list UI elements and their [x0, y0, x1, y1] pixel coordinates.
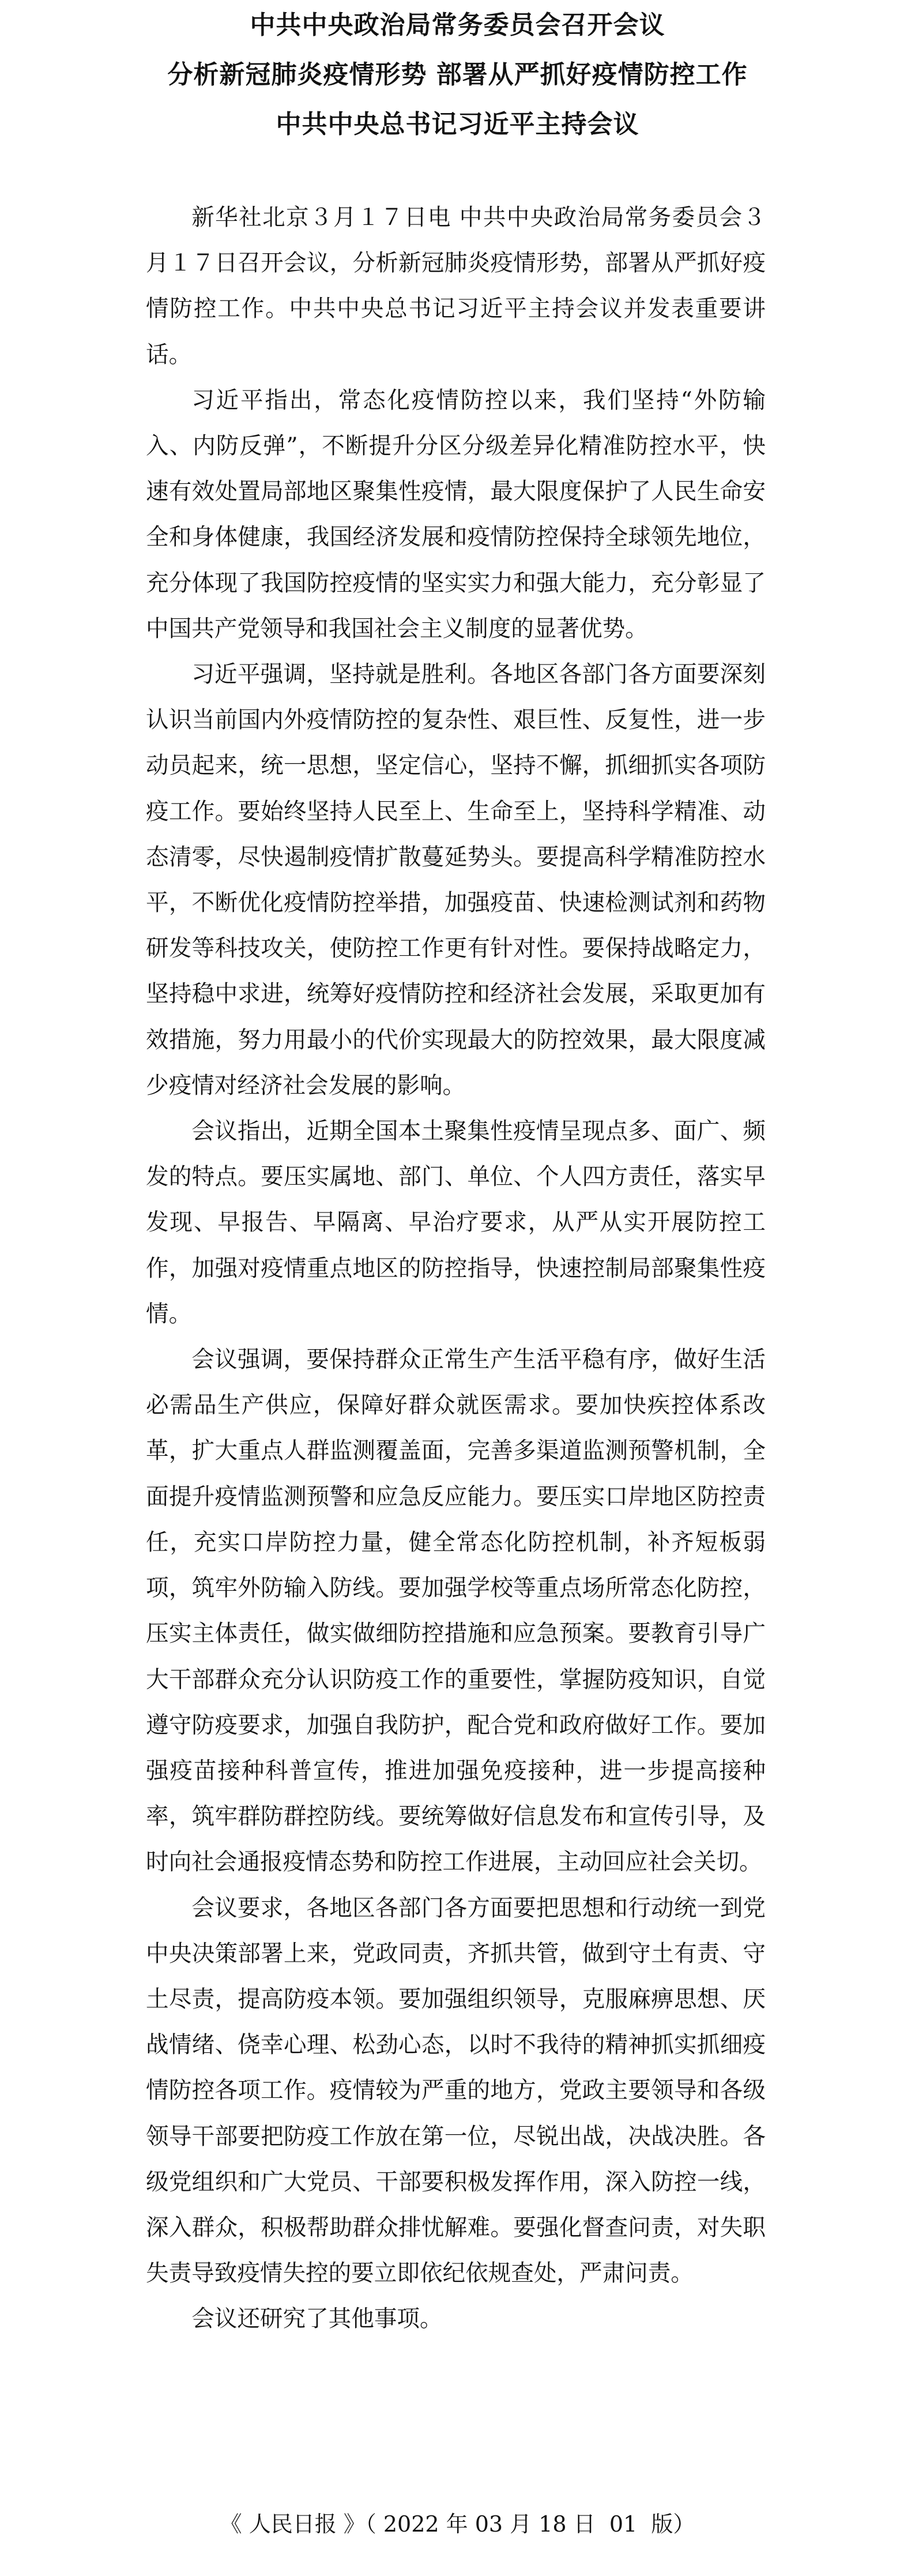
- paragraph-xi-stresses: 习近平强调，坚持就是胜利。各地区各部门各方面要深刻认识当前国内外疫情防控的复杂性、艰巨性、反复性，进一步动员起来，统一思想，坚定信心，坚持不懈，抓细抓实各项防疫工作。要始终坚持人民至上、生命至上，坚持科学精准、动态清零，尽快遏制疫情扩散蔓延势头。要提高科学精准防控水平，不断优化疫情防控举措，加强疫苗、快速检测试剂和药物研发等科技攻关，使防控工作更有针对性。要保持战略定力，坚持稳中求进，统筹好疫情防控和经济社会发展，采取更加有效措施，努力用最小的代价实现最大的防控效果，最大限度减少疫情对经济社会发展的影响。: [146, 661, 766, 1099]
- article-body: [146, 195, 766, 2342]
- headline-line-3: 中共中央总书记习近平主持会议: [276, 110, 639, 139]
- paragraph-other-matters: 会议还研究了其他事项。: [191, 2305, 443, 2333]
- paragraph-meeting-requires: 会议要求，各地区各部门各方面要把思想和行动统一到党中央决策部署上来，党政同责，齐抓共管，做到守土有责、守土尽责，提高防疫本领。要加强组织领导，克服麻痹思想、厌战情绪、侥幸心理、松劲心态，以时不我待的精神抓实抓细疫情防控各项工作。疫情较为严重的地方，党政主要领导和各级领导干部要把防疫工作放在第一位，尽锐出战，决战决胜。各级党组织和广大党员、干部要积极发挥作用，深入防控一线，深入群众，积极帮助群众排忧解难。要强化督查问责，对失职失责导致疫情失控的要立即依纪依规查处，严肃问责。: [146, 1894, 766, 2287]
- paragraph-meeting-points-out: 会议指出，近期全国本土聚集性疫情呈现点多、面广、频发的特点。要压实属地、部门、单位、个人四方责任，落实早发现、早报告、早隔离、早治疗要求，从严从实开展防控工作，加强对疫情重点地区的防控指导，快速控制局部聚集性疫情。: [146, 1118, 766, 1327]
- headline-line-2: 分析新冠肺炎疫情形势 部署从严抓好疫情防控工作: [167, 60, 748, 89]
- paragraph-meeting-stresses: 会议强调，要保持群众正常生产生活平稳有序，做好生活必需品生产供应，保障好群众就医需求。要加快疾控体系改革，扩大重点人群监测覆盖面，完善多渠道监测预警机制，全面提升疫情监测预警和应急反应能力。要压实口岸地区防控责任，充实口岸防控力量，健全常态化防控机制，补齐短板弱项，筑牢外防输入防线。要加强学校等重点场所常态化防控，压实主体责任，做实做细防控措施和应急预案。要教育引导广大干部群众充分认识防疫工作的重要性，掌握防疫知识，自觉遵守防疫要求，加强自我防护，配合党和政府做好工作。要加强疫苗接种科普宣传，推进加强免疫接种，进一步提高接种率，筑牢群防群控防线。要统筹做好信息发布和宣传引导，及时向社会通报疫情态势和防控工作进展，主动回应社会关切。: [146, 1346, 766, 1876]
- source-citation: 《 人民日报 》（ 2022 年 03 月 18 日 01 版）: [220, 2511, 695, 2537]
- paragraph-xi-points-out: 习近平指出，常态化疫情防控以来，我们坚持“外防输入、内防反弹”，不断提升分区分级差异化精准防控水平，快速有效处置局部地区聚集性疫情，最大限度保护了人民生命安全和身体健康，我国经济发展和疫情防控保持全球领先地位，充分体现了我国防控疫情的坚实实力和强大能力，充分彰显了中国共产党领导和我国社会主义制度的显著优势。: [146, 386, 766, 642]
- headline-line-1: 中共中央政治局常务委员会召开会议: [250, 10, 665, 40]
- paragraph-dateline: 新华社北京３月１７日电 中共中央政治局常务委员会３月１７日召开会议，分析新冠肺炎疫情形势，部署从严抓好疫情防控工作。中共中央总书记习近平主持会议并发表重要讲话。: [146, 204, 766, 368]
